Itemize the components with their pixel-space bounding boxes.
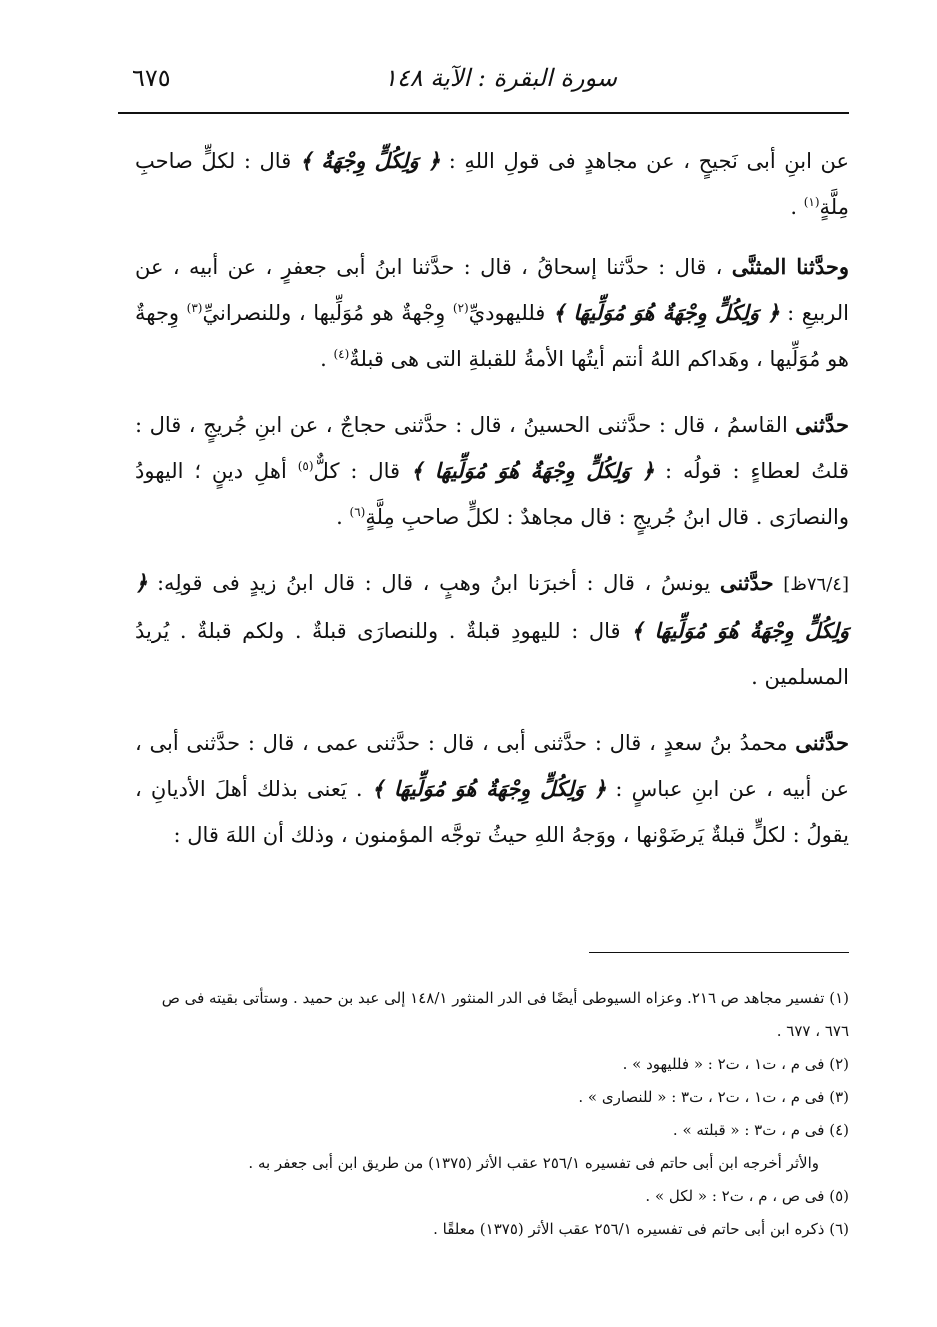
footnotes <box>140 982 849 1246</box>
text-run: قال : لليهودِ قبلةٌ . وللنصارَى قبلةٌ . ولكم قبلةٌ . يُريدُ المسلمين . <box>135 619 849 689</box>
footnote-ref: (٢) <box>452 301 469 315</box>
text-run: . <box>320 347 334 371</box>
footnote-item: (٢) فى م ، ت١ ، ت٢ : « فلليهود » . <box>622 1055 849 1073</box>
paragraph <box>135 720 849 858</box>
footnote-ref: (٤) <box>333 347 350 361</box>
text-run: محمدُ بنُ سعدٍ ، قال : حدَّثنى أبى ، قال : حدَّثنى عمى ، قال : حدَّثنى أبى ، عن أبيه ، عن ابنِ عباسٍ : <box>135 731 849 801</box>
footnote-item: (٣) فى م ، ت١ ، ت٢ ، ت٣ : « للنصارى » . <box>578 1088 849 1106</box>
footnote-ref: (١) <box>803 195 820 209</box>
paragraph <box>135 402 849 540</box>
text-run: القاسمُ ، قال : حدَّثنى الحسينُ ، قال : حدَّثنى حجاجٌ ، عن ابنِ جُريجٍ ، قال : قلتُ لعطاءٍ : قولُه : <box>135 413 849 483</box>
footnote-item: (٦) ذكره ابن أبى حاتم فى تفسيره ٢٥٦/١ عقب الأثر (١٣٧٥) معلقًا . <box>433 1220 849 1238</box>
text-run: فلليهوديِّ <box>468 301 553 325</box>
paragraph <box>135 138 849 230</box>
footnote-separator <box>589 952 849 953</box>
paragraph <box>135 560 849 700</box>
header-rule <box>118 112 849 114</box>
text-run: . <box>790 195 804 219</box>
folio-marker: [٧٦/٤ظ] <box>783 574 849 595</box>
quran-quote: ﴿ وَلِكُلٍّ وِجْهَةٌ هُوَ مُوَلِّيهَا ﴾ <box>135 570 850 643</box>
footnote-ref: (٦) <box>349 505 366 519</box>
text-run: يونسُ ، قال : أخبرَنا ابنُ وهبٍ ، قال : قال ابنُ زيدٍ فى قولِه: <box>147 571 720 595</box>
quran-quote: ﴿ وَلِكُلٍّ وِجْهَةٌ هُوَ مُوَلِّيهَا ﴾ <box>371 776 607 801</box>
isnad-lead: وحدَّثنا المثنَّى <box>731 254 849 279</box>
text-run: قال : لكلٍّ صاحبِ مِلَّةٍ <box>135 149 849 219</box>
main-text <box>135 138 849 878</box>
paragraph <box>135 244 849 382</box>
footnote-item: (١) تفسير مجاهد ص ٢١٦. وعزاه السيوطى أيضًا فى الدر المنثور ١٤٨/١ إلى عبد بن حميد . وستأتى بقيته فى ص ٦٧٦ ، ٦٧٧ . <box>161 989 849 1040</box>
isnad-lead: حدَّثنى <box>795 730 849 755</box>
isnad-lead: حدَّثنى <box>795 412 849 437</box>
text-run: عن ابنِ أبى نَجيحٍ ، عن مجاهدٍ فى قولِ اللهِ : <box>440 149 850 173</box>
page-number: ٦٧٥ <box>132 64 171 92</box>
text-run: أهلِ دينٍ ؛ اليهودُ والنصارَى . قال ابنُ جُريجٍ : قال مجاهدٌ : لكلٍّ صاحبِ مِلَّةٍ <box>135 459 849 529</box>
footnote-ref: (٥) <box>297 459 314 473</box>
footnote-ref: (٣) <box>186 301 203 315</box>
quran-quote: ﴿ وَلِكُلٍّ وِجْهَةٌ هُوَ مُوَلِّيهَا ﴾ <box>410 458 655 483</box>
quran-quote: ﴿ وَلِكُلٍّ وِجْهَةٌ ﴾ <box>299 148 441 173</box>
text-run: ، قال : حدَّثنا إسحاقُ ، قال : حدَّثنا ابنُ أبى جعفرٍ ، عن أبيه ، عن الربيعِ : <box>135 255 849 325</box>
page-header <box>118 58 849 106</box>
quran-quote: ﴿ وَلِكُلٍّ وِجْهَةٌ هُوَ مُوَلِّيهَا ﴾ <box>552 300 780 325</box>
text-run: . يَعنى بذلك أهلَ الأديانِ ، يقولُ : لكلٍّ قبلةٌ يَرضَوْنها ، ووَجهُ اللهِ حيثُ توجَّه المؤمنون ، وذلك أن اللهَ قال : <box>135 777 849 847</box>
text-run: وِجْهةٌ هو مُوَلِّيها ، وللنصرانيِّ <box>202 301 453 325</box>
footnote-item: (٥) فى ص ، م ، ت٢ : « لكل » . <box>645 1187 849 1205</box>
isnad-lead: حدَّثنى <box>719 570 774 595</box>
running-title: سورة البقرة : الآية ١٤٨ <box>383 64 617 92</box>
footnote-item: والأثر أخرجه ابن أبى حاتم فى تفسيره ٢٥٦/١ عقب الأثر (١٣٧٥) من طريق ابن أبى جعفر به . <box>248 1154 819 1172</box>
text-run: . <box>336 505 350 529</box>
text-run: قال : كلٌّ <box>313 459 411 483</box>
text-run: وِجهةٌ هو مُوَلِّيها ، وهَداكم اللهُ أنتم أيتُها الأمةُ للقبلةِ التى هى قبلةٌ <box>135 301 849 371</box>
footnote-item: (٤) فى م ، ت٣ : « قبلته » . <box>672 1121 849 1139</box>
